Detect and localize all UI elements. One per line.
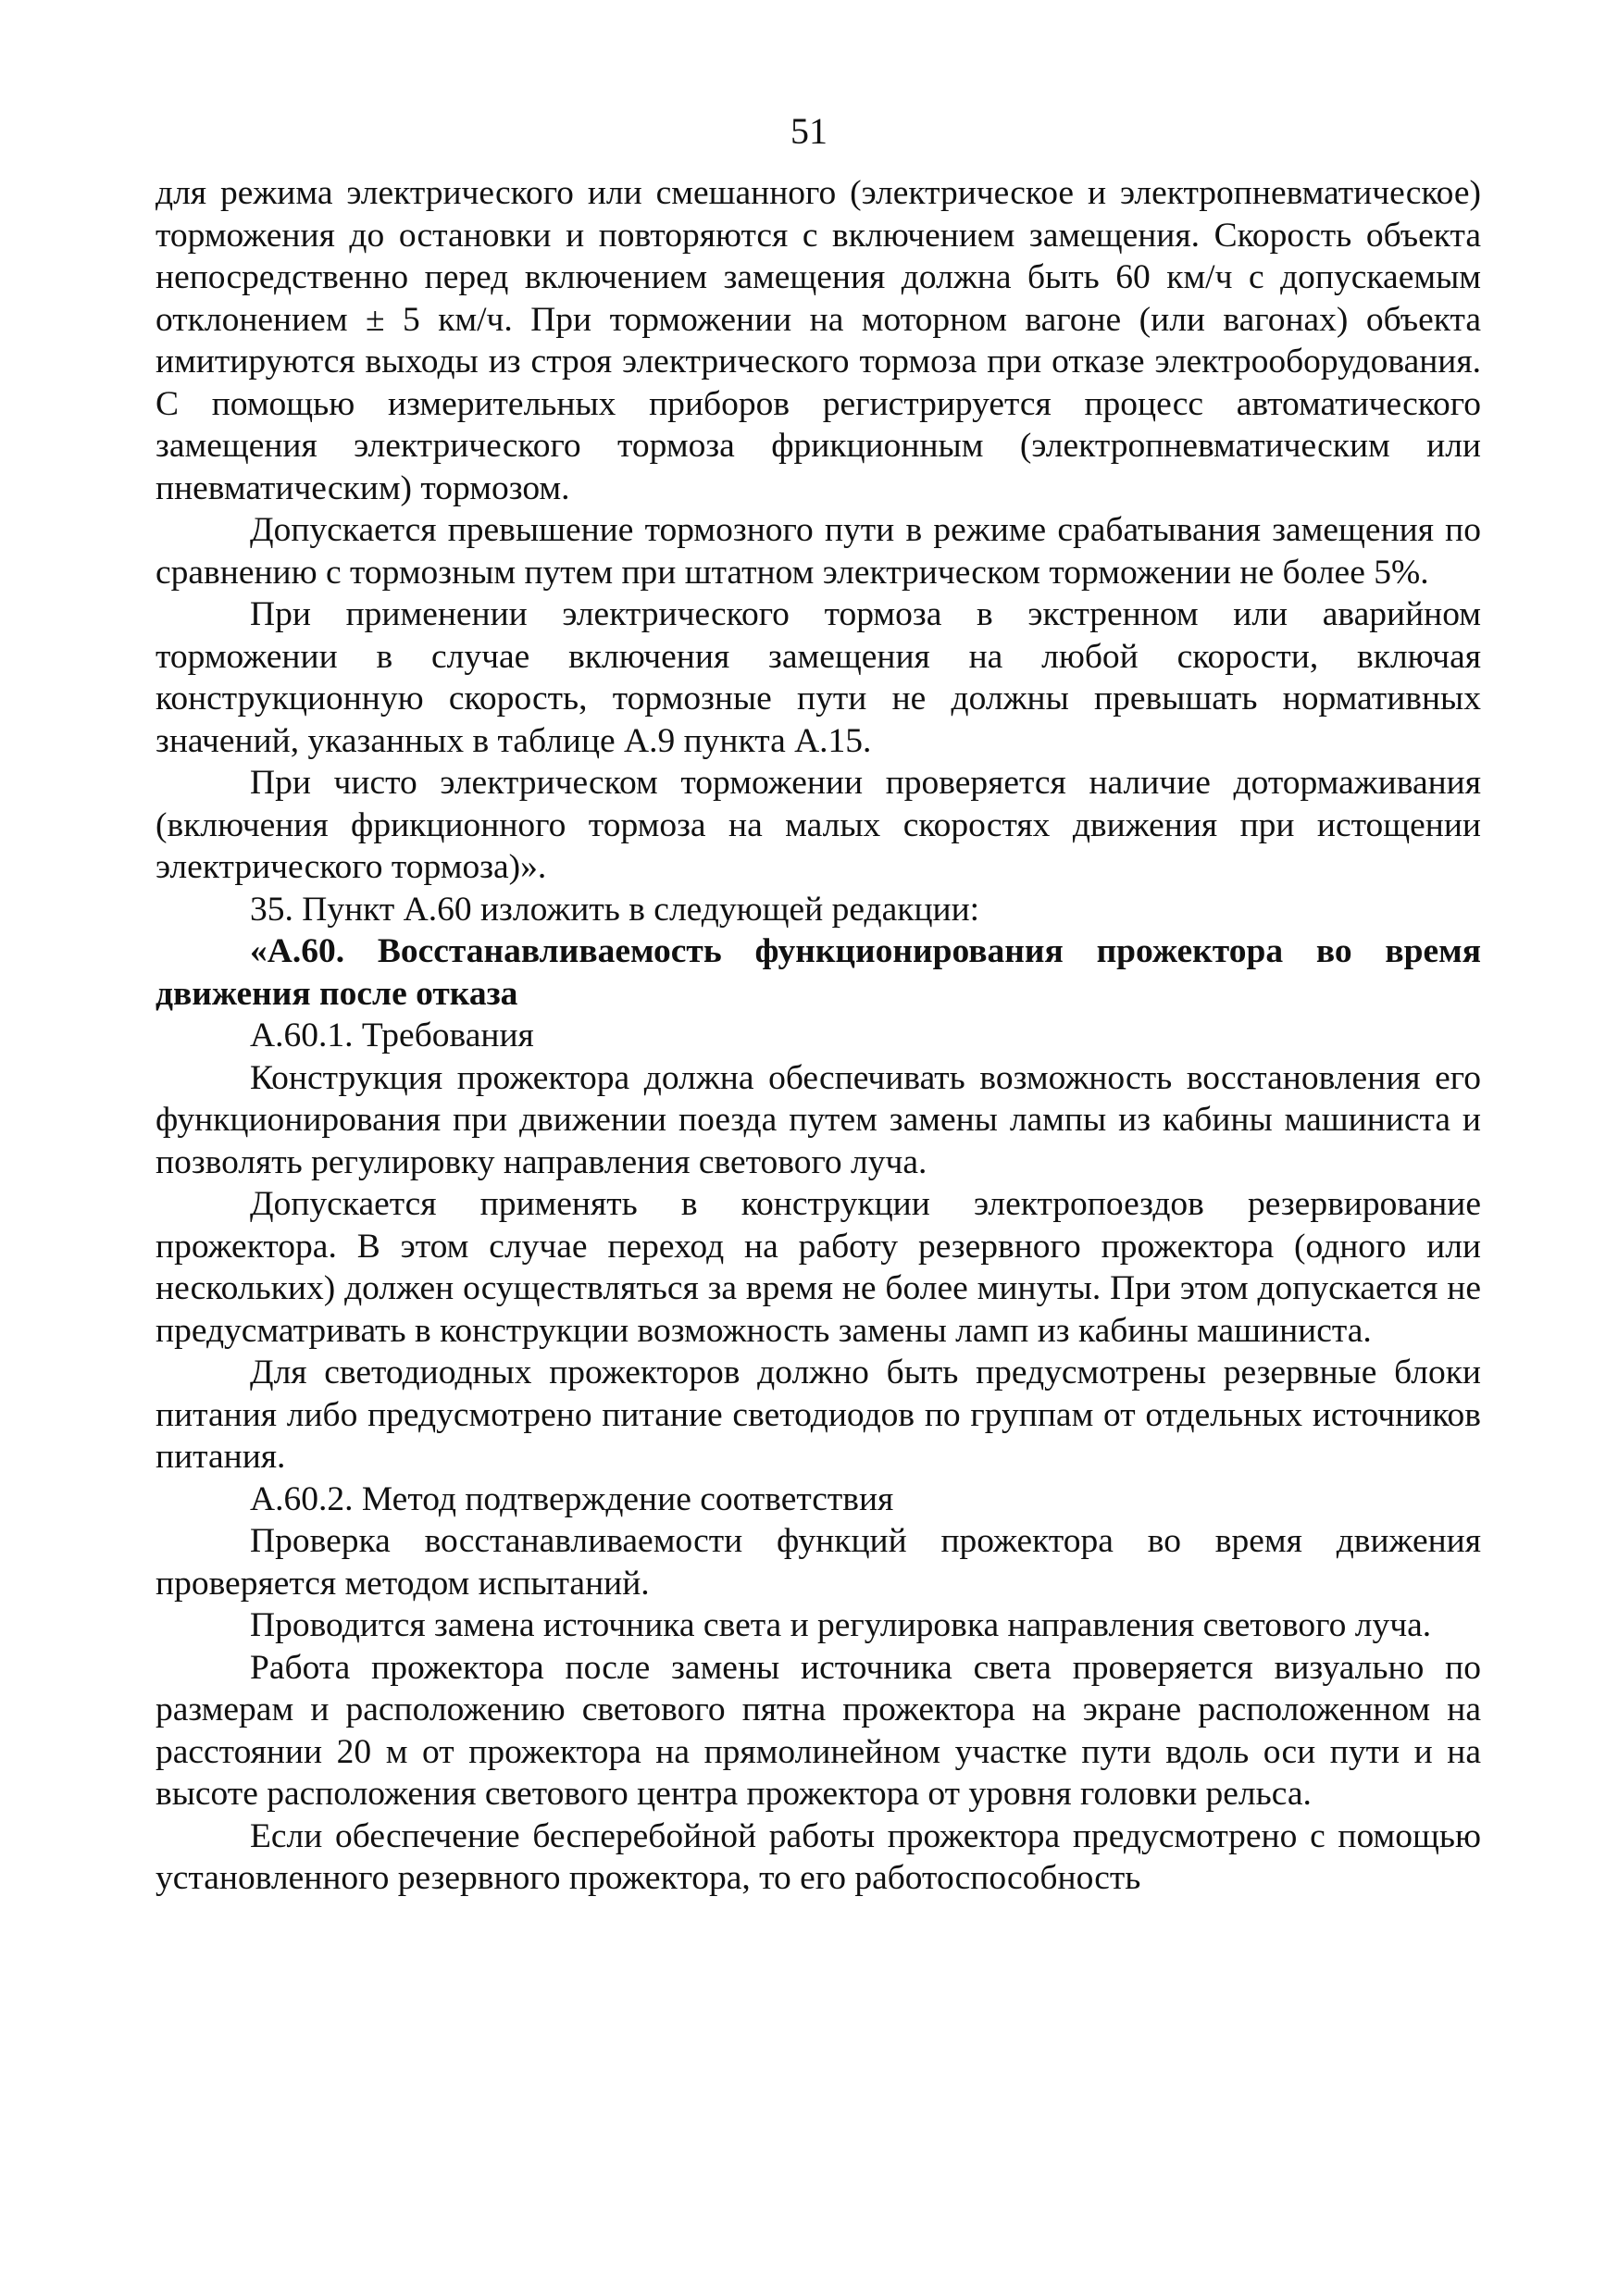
subsection-heading-a60-1: А.60.1. Требования [250, 1017, 534, 1054]
paragraph-test-method: Проверка восстанавливаемости функций прожектора во время движения проверяется методом испытаний. [156, 1522, 1481, 1603]
paragraph-item-35: 35. Пункт А.60 изложить в следующей редакции: [250, 890, 980, 929]
subsection-heading-a60-2: А.60.2. Метод подтверждение соответствия [250, 1479, 894, 1518]
paragraph-electric-braking-check: При чисто электрическом торможении проверяется наличие дотормаживания (включения фрикционного тормоза на малых скоростях движения при истощении электрического тормоза)». [156, 764, 1481, 886]
paragraph-visual-check: Работа прожектора после замены источника света проверяется визуально по размерам и расположению светового пятна прожектора на экране расположенном на расстоянии 20 м от прожектора на прямолинейном участке пути вдоль оси пути и на высоте расположения светового центра прожектора от уровня головки рельса. [156, 1648, 1481, 1813]
paragraph-emergency-braking: При применении электрического тормоза в экстренном или аварийном торможении в случае включения замещения на любой скорости, включая конструкционную скорость, тормозные пути не должны превышать нормативных значений, указанных в таблице А.9 пункта А.15. [156, 595, 1481, 760]
paragraph-braking-test-continuation: для режима электрического или смешанного (электрическое и электропневматическое) торможения до остановки и повторяются с включением замещения. Скорость объекта непосредственно перед включением замещения должна быть 60 км/ч с допускаемым отклонением ± 5 км/ч. При торможении на моторном вагоне (или вагонах) объекта имитируются выходы из строя электрического тормоза при отказе электрооборудования. С помощью измерительных приборов регистрируется процесс автоматического замещения электрического тормоза фрикционным (электропневматическим или пневматическим) тормозом. [156, 174, 1481, 507]
paragraph-headlight-design: Конструкция прожектора должна обеспечивать возможность восстановления его функционирования при движении поезда путем замены лампы из кабины машиниста и позволять регулировку направления светового луча. [156, 1058, 1481, 1181]
paragraph-braking-distance-tolerance: Допускается превышение тормозного пути в режиме срабатывания замещения по сравнению с тормозным путем при штатном электрическом торможении не более 5%. [156, 511, 1481, 592]
paragraph-headlight-redundancy: Допускается применять в конструкции электропоездов резервирование прожектора. В этом случае переход на работу резервного прожектора (одного или нескольких) должен осуществляться за время не более минуты. При этом допускается не предусматривать в конструкции возможность замены ламп из кабины машиниста. [156, 1185, 1481, 1350]
page-number: 51 [790, 110, 828, 152]
section-heading-a60: «А.60. Восстанавливаемость функционирования прожектора во время движения после отказа [156, 932, 1481, 1013]
paragraph-lamp-replacement: Проводится замена источника света и регулировка направления светового луча. [250, 1606, 1432, 1644]
paragraph-led-power-supply: Для светодиодных прожекторов должно быть предусмотрены резервные блоки питания либо предусмотрено питание светодиодов по группам от отдельных источников питания. [156, 1354, 1481, 1476]
document-body [156, 172, 1481, 1900]
paragraph-backup-headlight: Если обеспечение бесперебойной работы прожектора предусмотрено с помощью установленного резервного прожектора, то его работоспособность [156, 1816, 1481, 1897]
